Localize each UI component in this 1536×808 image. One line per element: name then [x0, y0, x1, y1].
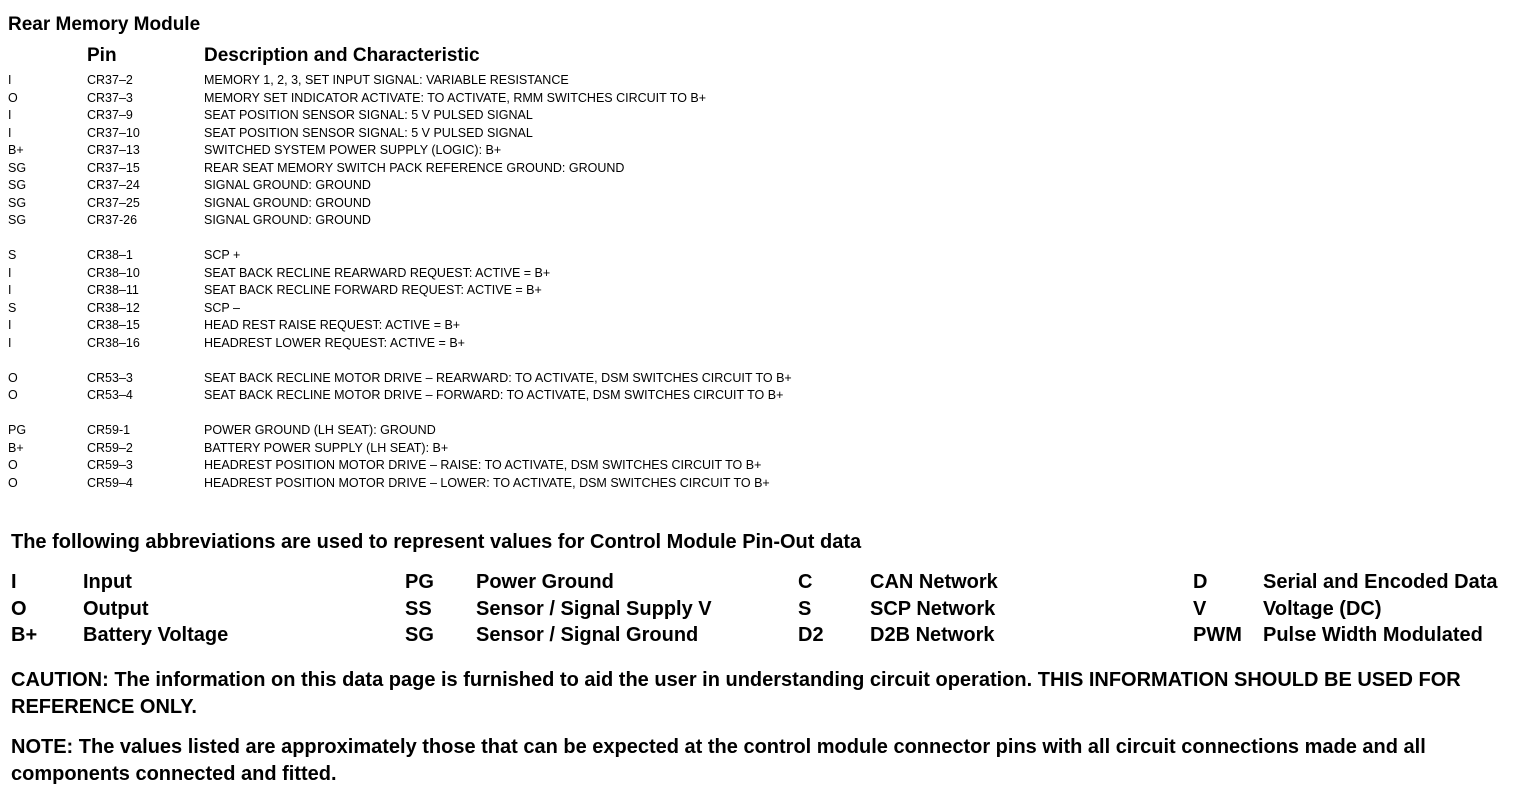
table-row: [0, 457, 1000, 475]
signal-type-cell: O: [8, 475, 18, 490]
caution-text: CAUTION: The information on this data page is furnished to aid the user in understanding circuit operation. THIS INFORMATION SHOULD BE USED FOR REFERENCE ONLY.: [11, 669, 1461, 718]
pin-cell: CR37–13: [87, 143, 140, 157]
signal-type-cell: I: [8, 283, 12, 297]
abbreviation-meaning: Battery Voltage: [83, 624, 229, 646]
signal-type-cell: S: [8, 300, 17, 315]
description-cell: HEADREST LOWER REQUEST: ACTIVE = B+: [204, 335, 465, 350]
abbreviation-code: SS: [405, 597, 432, 620]
pin-cell: CR37–10: [87, 125, 140, 140]
description-cell: SEAT BACK RECLINE MOTOR DRIVE – FORWARD: TO ACTIVATE, DSM SWITCHES CIRCUIT TO B+: [204, 388, 784, 402]
column-header-pin: Pin: [87, 45, 117, 66]
description-cell: SIGNAL GROUND: GROUND: [204, 213, 371, 227]
signal-type-cell: SG: [8, 213, 27, 227]
pin-cell: CR38–15: [87, 318, 140, 332]
pin-cell: CR59–3: [87, 458, 133, 472]
pin-cell: CR37–2: [87, 73, 133, 87]
abbreviation-meaning: Input: [83, 571, 132, 593]
table-row: [0, 265, 1000, 283]
table-row: [0, 370, 1000, 388]
description-cell: REAR SEAT MEMORY SWITCH PACK REFERENCE GROUND: GROUND: [204, 160, 625, 175]
pin-cell: CR37–3: [87, 90, 133, 105]
description-cell: SEAT BACK RECLINE REARWARD REQUEST: ACTIVE = B+: [204, 265, 551, 280]
signal-type-cell: PG: [8, 423, 27, 437]
table-row: [0, 125, 1000, 143]
note-text: NOTE: The values listed are approximately those that can be expected at the control module connector pins with all circuit connections made and all components connected and fitted.: [11, 736, 1426, 785]
abbreviation-meaning: Pulse Width Modulated: [1263, 624, 1483, 646]
description-cell: HEADREST POSITION MOTOR DRIVE – RAISE: TO ACTIVATE, DSM SWITCHES CIRCUIT TO B+: [204, 458, 762, 472]
description-cell: SEAT BACK RECLINE MOTOR DRIVE – REARWARD: TO ACTIVATE, DSM SWITCHES CIRCUIT TO B+: [204, 370, 792, 385]
abbreviation-meaning: CAN Network: [870, 571, 998, 593]
abbreviation-code: C: [798, 571, 813, 593]
signal-type-cell: I: [8, 125, 12, 140]
description-cell: SIGNAL GROUND: GROUND: [204, 195, 371, 210]
signal-type-cell: I: [8, 108, 12, 122]
description-cell: HEADREST POSITION MOTOR DRIVE – LOWER: TO ACTIVATE, DSM SWITCHES CIRCUIT TO B+: [204, 475, 770, 490]
pin-cell: CR59–4: [87, 475, 133, 490]
pin-cell: CR38–12: [87, 300, 140, 315]
page-title: Rear Memory Module: [8, 14, 201, 35]
abbreviation-meaning: Sensor / Signal Supply V: [476, 597, 712, 620]
table-row: [0, 212, 1000, 230]
signal-type-cell: O: [8, 370, 18, 385]
abbreviation-code: PG: [405, 571, 434, 593]
abbreviation-meaning: Sensor / Signal Ground: [476, 624, 699, 646]
abbreviation-code: SG: [405, 624, 434, 646]
abbreviation-code: I: [11, 571, 17, 593]
description-cell: SWITCHED SYSTEM POWER SUPPLY (LOGIC): B+: [204, 143, 502, 157]
description-cell: SIGNAL GROUND: GROUND: [204, 178, 371, 192]
abbreviation-code: D2: [798, 624, 824, 646]
signal-type-cell: O: [8, 388, 18, 402]
abbreviation-meaning: SCP Network: [870, 597, 996, 620]
description-cell: BATTERY POWER SUPPLY (LH SEAT): B+: [204, 440, 449, 455]
abbreviations-grid: [0, 569, 1536, 649]
table-row: [0, 160, 1000, 178]
abbreviation-code: PWM: [1193, 624, 1242, 646]
signal-type-cell: SG: [8, 160, 27, 175]
abbreviation-row: [0, 569, 1536, 596]
abbreviation-meaning: Output: [83, 597, 149, 620]
signal-type-cell: O: [8, 458, 18, 472]
table-row: [0, 142, 1000, 160]
table-row: [0, 177, 1000, 195]
table-row: [0, 475, 1000, 493]
signal-type-cell: SG: [8, 178, 27, 192]
pin-cell: CR38–11: [87, 283, 139, 297]
description-cell: HEAD REST RAISE REQUEST: ACTIVE = B+: [204, 318, 461, 332]
abbreviation-code: D: [1193, 571, 1208, 593]
pin-cell: CR53–4: [87, 388, 133, 402]
abbreviation-meaning: Serial and Encoded Data: [1263, 571, 1498, 593]
pin-cell: CR38–16: [87, 335, 140, 350]
table-row: [0, 387, 1000, 405]
signal-type-cell: B+: [8, 143, 24, 157]
table-row: [0, 72, 1000, 90]
abbreviation-row: [0, 622, 1536, 649]
abbreviation-meaning: Power Ground: [476, 571, 614, 593]
table-row: [0, 107, 1000, 125]
pin-table: [0, 72, 1000, 492]
table-row: [0, 300, 1000, 318]
abbreviation-code: O: [11, 597, 27, 620]
table-row: [0, 282, 1000, 300]
pin-cell: CR38–1: [87, 248, 133, 262]
table-row: [0, 247, 1000, 265]
pin-cell: CR37–25: [87, 195, 140, 210]
signal-type-cell: I: [8, 318, 12, 332]
description-cell: SCP –: [204, 300, 240, 315]
table-row: [0, 440, 1000, 458]
description-cell: SCP +: [204, 248, 241, 262]
pin-cell: CR37-26: [87, 213, 138, 227]
abbreviation-row: [0, 596, 1536, 623]
description-cell: MEMORY SET INDICATOR ACTIVATE: TO ACTIVATE, RMM SWITCHES CIRCUIT TO B+: [204, 90, 707, 105]
pin-cell: CR37–24: [87, 178, 140, 192]
description-cell: SEAT BACK RECLINE FORWARD REQUEST: ACTIVE = B+: [204, 283, 542, 297]
abbreviation-meaning: Voltage (DC): [1263, 597, 1382, 620]
table-spacer: [0, 405, 1000, 423]
table-row: [0, 90, 1000, 108]
abbreviation-code: B+: [11, 624, 38, 646]
description-cell: SEAT POSITION SENSOR SIGNAL: 5 V PULSED SIGNAL: [204, 108, 533, 122]
table-row: [0, 422, 1000, 440]
table-row: [0, 195, 1000, 213]
signal-type-cell: SG: [8, 195, 27, 210]
signal-type-cell: O: [8, 90, 18, 105]
description-cell: MEMORY 1, 2, 3, SET INPUT SIGNAL: VARIABLE RESISTANCE: [204, 73, 569, 87]
signal-type-cell: B+: [8, 440, 24, 455]
abbreviation-code: V: [1193, 597, 1207, 620]
signal-type-cell: I: [8, 265, 12, 280]
column-header-description: Description and Characteristic: [204, 45, 480, 66]
pin-cell: CR53–3: [87, 370, 133, 385]
description-cell: POWER GROUND (LH SEAT): GROUND: [204, 423, 436, 437]
pin-cell: CR37–9: [87, 108, 133, 122]
description-cell: SEAT POSITION SENSOR SIGNAL: 5 V PULSED SIGNAL: [204, 125, 533, 140]
signal-type-cell: I: [8, 73, 12, 87]
table-spacer: [0, 352, 1000, 370]
pin-cell: CR37–15: [87, 160, 140, 175]
pin-cell: CR59-1: [87, 423, 131, 437]
pin-cell: CR59–2: [87, 440, 133, 455]
abbreviation-meaning: D2B Network: [870, 624, 995, 646]
signal-type-cell: S: [8, 248, 17, 262]
pin-cell: CR38–10: [87, 265, 140, 280]
abbreviations-intro: The following abbreviations are used to represent values for Control Module Pin-Out data: [11, 531, 862, 553]
table-row: [0, 335, 1000, 353]
table-row: [0, 317, 1000, 335]
table-spacer: [0, 230, 1000, 248]
signal-type-cell: I: [8, 335, 12, 350]
abbreviation-code: S: [798, 597, 812, 620]
